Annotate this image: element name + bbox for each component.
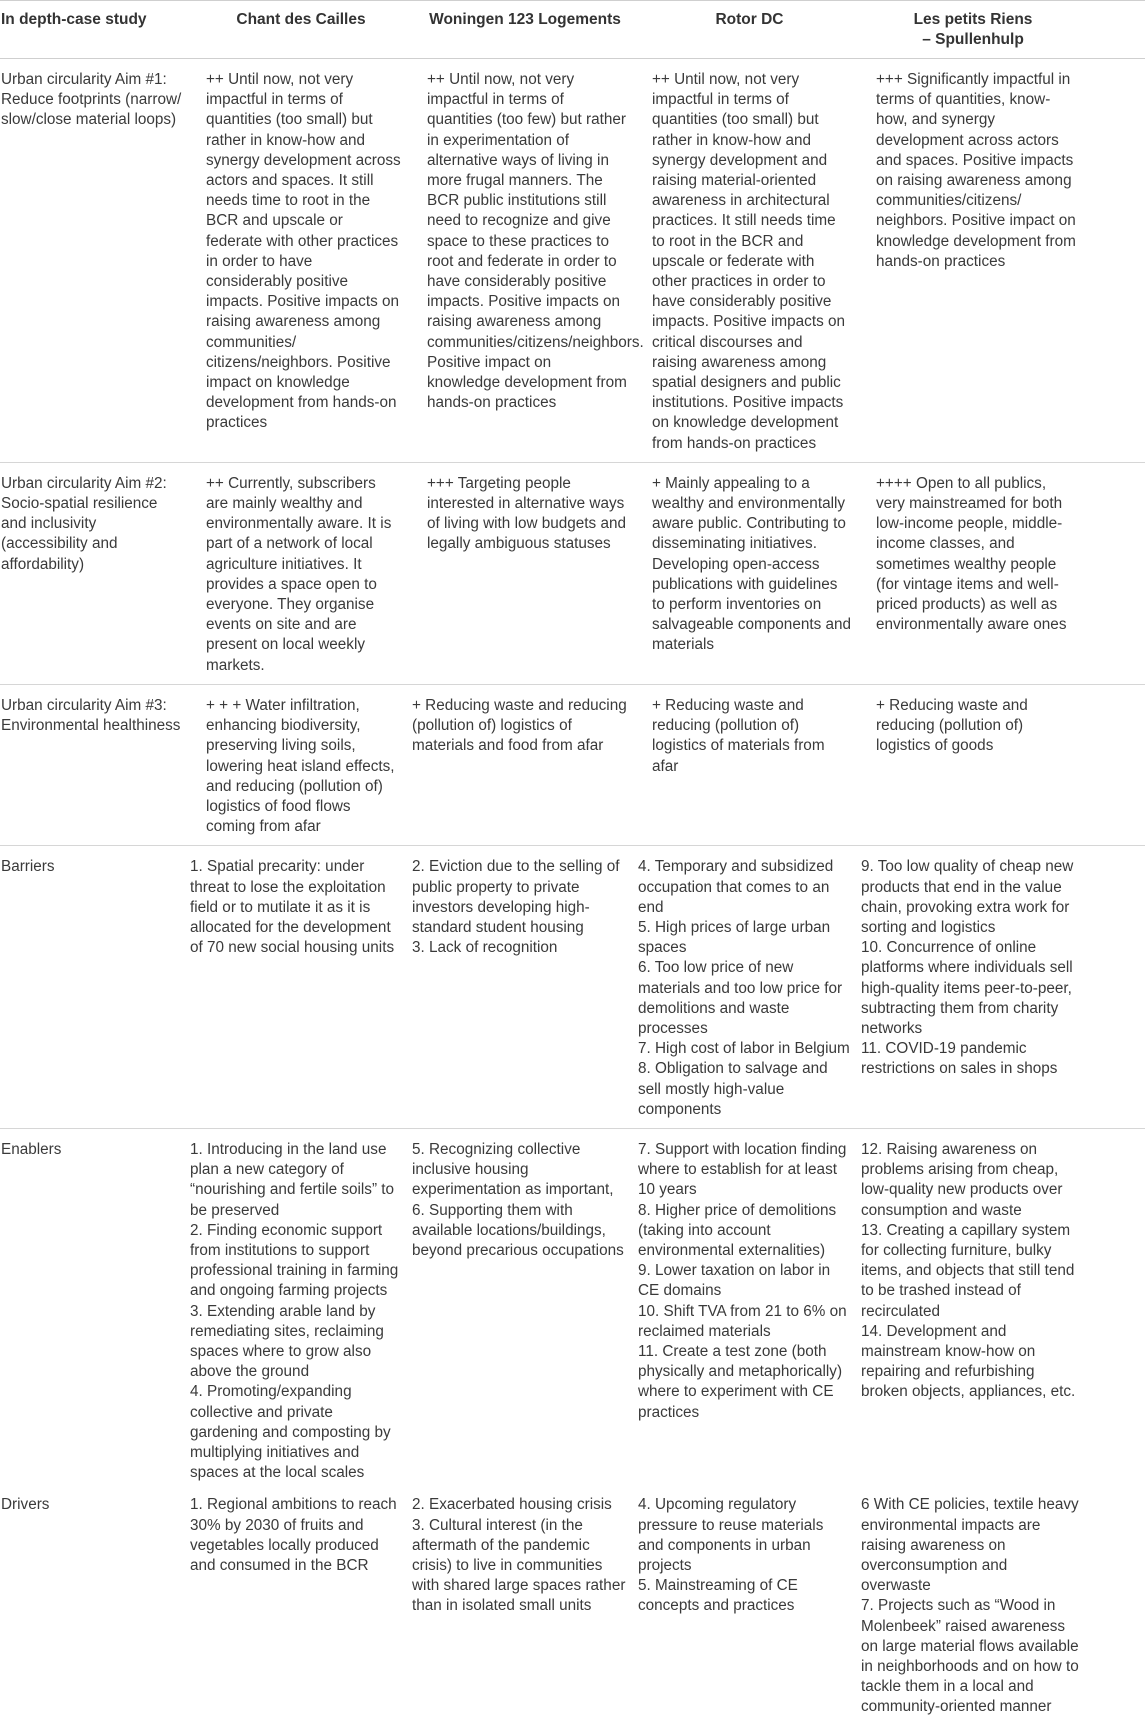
table-cell: 5. Recognizing collective inclusive housing experimentation as important, 6. Supporting them with available locations/buildings, beyond precarious occupations xyxy=(412,1140,624,1259)
table-cell: + Mainly appealing to a wealthy and environmentally aware public. Contributing to disseminating initiatives. Developing open-access publications with guidelines to perform inventories on salvageable components and materials xyxy=(638,462,861,684)
table-cell: + Reducing waste and reducing (pollution of) logistics of goods xyxy=(861,684,1145,845)
table-cell: 6 With CE policies, textile heavy environmental impacts are raising awareness on overconsumption and overwaste 7. Projects such as “Wood in Molenbeek” raised awareness on large material flows available in neighborhoods and on how to tackle them in a local and community-oriented manner xyxy=(861,1496,1079,1716)
table-cell: 4. Temporary and subsidized occupation that comes to an end 5. High prices of large urban spaces 6. Too low price of new materials and too low price for demolitions and waste processes 7. High cost of labor in Belgium 8. Obligation to salvage and sell mostly high-value components xyxy=(638,846,861,1129)
table-cell: 1. Spatial precarity: under threat to lose the exploitation field or to mutilate it as it is allocated for the development of 70 new social housing units xyxy=(190,846,412,1129)
table-row-aim-1 xyxy=(0,59,1145,463)
table-cell: ++ Currently, subscribers are mainly wealthy and environmentally aware. It is part of a network of local agriculture initiatives. It provides a space open to everyone. They organise events on site and are present on local weekly markets. xyxy=(190,462,412,684)
table-row-aim-2 xyxy=(0,462,1145,684)
table-row-aim-3 xyxy=(0,684,1145,845)
table-cell: ++ Until now, not very impactful in terms of quantities (too small) but rather in know-how and synergy development and raising material-oriented awareness in architectural practices. It still needs time to root in the BCR and upscale or federate with other practices in order to have considerably positive impacts. Positive impacts on critical discourses and raising awareness among spatial designers and public institutions. Positive impacts on knowledge development from hands-on practices xyxy=(638,59,861,463)
header-rotor-dc: Rotor DC xyxy=(638,1,861,59)
table-row-enablers xyxy=(0,1128,1145,1491)
table-cell: ++ Until now, not very impactful in terms of quantities (too few) but rather in experimentation of alternative ways of living in more frugal manners. The BCR public institutions still need to recognize and give space to these practices to root and federate in order to have considerably positive impacts. Positive impacts on raising awareness among communities/citizens/neighbors. Positive impact on knowledge development from hands-on practices xyxy=(412,59,638,463)
header-les-petits-riens: Les petits Riens – Spullenhulp xyxy=(861,1,1145,59)
table-cell: 2. Exacerbated housing crisis 3. Cultural interest (in the aftermath of the pandemic crisis) to live in communities with shared large spaces rather than in isolated small units xyxy=(412,1496,626,1615)
table-cell: + Reducing waste and reducing (pollution of) logistics of materials from afar xyxy=(638,684,861,845)
table-cell: ++++ Open to all publics, very mainstreamed for both low-income people, middle-income classes, and sometimes wealthy people (for vintage items and well-priced products) as well as environmentally aware ones xyxy=(861,462,1145,684)
row-label: Urban circularity Aim #2: Socio-spatial resilience and inclusivity (accessibility and affordability) xyxy=(0,462,190,684)
table-cell: ++ Until now, not very impactful in terms of quantities (too small) but rather in know-how and synergy development across actors and spaces. It still needs time to root in the BCR and upscale or federate with other practices in order to have considerably positive impacts. Positive impacts on raising awareness among communities/ citizens/neighbors. Positive impact on knowledge development from hands-on practices xyxy=(190,59,412,463)
table-cell: 9. Too low quality of cheap new products that end in the value chain, provoking extra work for sorting and logistics 10. Concurrence of online platforms where individuals sell high-quality items peer-to-peer, subtracting them from charity networks 11. COVID-19 pandemic restrictions on sales in shops xyxy=(861,846,1145,1129)
table-cell: 12. Raising awareness on problems arising from cheap, low-quality new products over consumption and waste 13. Creating a capillary system for collecting furniture, bulky items, and objects that still tend to be trashed instead of recirculated 14. Development and mainstream know-how on repairing and refurbishing broken objects, appliances, etc. xyxy=(861,1140,1076,1401)
table-cell: 1. Introducing in the land use plan a new category of “nourishing and fertile soils” to be preserved 2. Finding economic support from institutions to support professional training in farming and ongoing farming projects 3. Extending arable land by remediating sites, reclaiming spaces where to grow also above the ground 4. Promoting/expanding collective and private gardening and composting by multiplying initiatives and spaces at the local scales xyxy=(190,1140,399,1482)
row-label: Enablers xyxy=(1,1140,62,1158)
table-row-drivers xyxy=(0,1491,1145,1725)
table-cell: 7. Support with location finding where to establish for at least 10 years 8. Higher price of demolitions (taking into account environmental externalities) 9. Lower taxation on labor in CE domains 10. Shift TVA from 21 to 6% on reclaimed materials 11. Create a test zone (both physically and metaphorically) where to experiment with CE practices xyxy=(638,1140,847,1421)
table-cell: 2. Eviction due to the selling of public property to private investors developing high-standard student housing 3. Lack of recognition xyxy=(412,846,638,1129)
header-row xyxy=(0,1,1145,59)
table-cell: + Reducing waste and reducing (pollution of) logistics of materials and food from afar xyxy=(412,684,638,845)
header-chant-des-cailles: Chant des Cailles xyxy=(190,1,412,59)
row-label: Urban circularity Aim #1: Reduce footprints (narrow/ slow/close material loops) xyxy=(0,59,190,463)
table-cell: +++ Significantly impactful in terms of quantities, know-how, and synergy development across actors and spaces. Positive impacts on raising awareness among communities/citizens/ neighbors. Positive impact on knowledge development from hands-on practices xyxy=(861,59,1145,463)
row-label: Drivers xyxy=(1,1496,50,1514)
header-woningen-123-logements: Woningen 123 Logements xyxy=(412,1,638,59)
table-cell: + + + Water infiltration, enhancing biodiversity, preserving living soils, lowering heat island effects, and reducing (pollution of) logistics of food flows coming from afar xyxy=(190,684,412,845)
table-cell: 4. Upcoming regulatory pressure to reuse materials and components in urban projects 5. Mainstreaming of CE concepts and practices xyxy=(638,1496,824,1615)
row-label: Barriers xyxy=(0,846,190,1129)
row-label: Urban circularity Aim #3: Environmental healthiness xyxy=(0,684,190,845)
table-row-barriers xyxy=(0,846,1145,1129)
header-in-depth-case-study: In depth-case study xyxy=(0,1,190,59)
table-cell: 1. Regional ambitions to reach 30% by 2030 of fruits and vegetables locally produced and consumed in the BCR xyxy=(190,1496,397,1575)
table-cell: +++ Targeting people interested in alternative ways of living with low budgets and legally ambiguous statuses xyxy=(412,462,638,684)
